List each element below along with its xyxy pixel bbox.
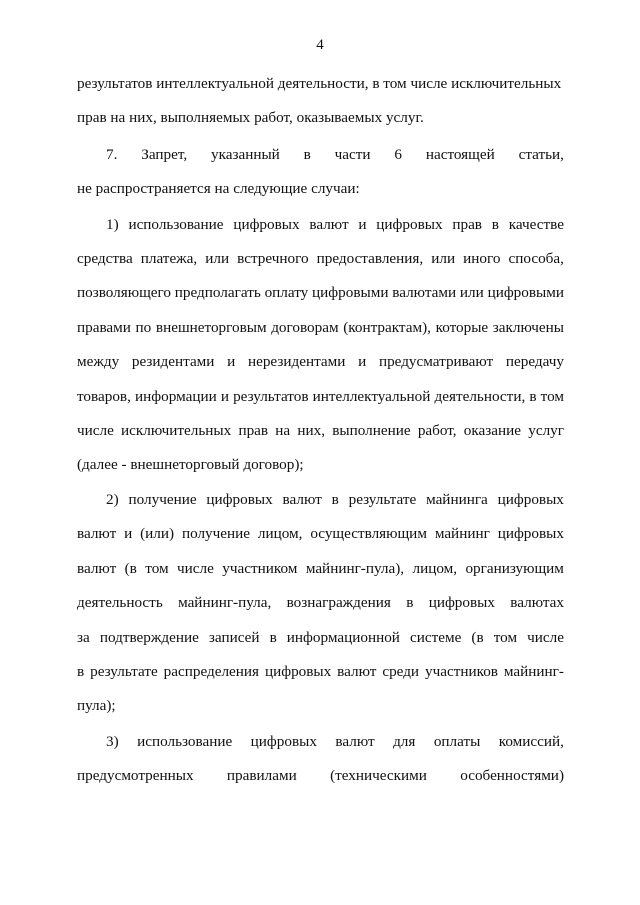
word: и [124,525,133,542]
word: и [358,353,367,370]
text-line [77,421,564,441]
word: валют [77,525,117,542]
word: на [275,422,291,439]
word: части [334,146,371,163]
word: использование [137,733,233,750]
word: качестве [508,216,564,233]
word: цифровыми [312,284,389,301]
word: 6 [394,146,402,163]
word: договорам [271,319,339,336]
word: и [358,216,367,233]
text-line [77,249,564,269]
text-line: прав на них, выполняемых работ, оказываемых услуг. [77,109,424,126]
word: работ, [417,422,457,439]
word: распределения [163,663,260,680]
word: оплату [264,284,309,301]
word: резидентами [131,353,215,370]
word: лицом, [257,525,303,542]
word: предполагать [174,284,261,301]
word: иного [463,250,501,267]
word: в [269,629,277,646]
word: майнинга [426,491,488,508]
text-line: результатов интеллектуальной деятельности, в том числе исключительных [77,75,562,92]
word: платежа, [140,250,198,267]
word: предусмотренных [77,767,194,784]
text-line [77,283,564,303]
word: майнинг-пула, [178,594,272,611]
word: (контрактам), [343,319,431,336]
word: майнинг-пула), [305,560,405,577]
word: (в [124,560,137,577]
word: числе [77,422,114,439]
word: цифровых [428,594,495,611]
word: средства [77,250,133,267]
word: информации [135,388,217,405]
text-line [77,352,564,372]
word: в [303,146,311,163]
text-line: не распространяется на следующие случаи: [77,180,360,197]
word: заключены [492,319,564,336]
word: цифровыми [487,284,564,301]
word: организующим [465,560,564,577]
word: осуществляющим [310,525,427,542]
word: цифровых [264,663,332,680]
word: комиссий, [498,733,564,750]
word: цифровых [497,491,564,508]
text-line [77,593,564,613]
word: особенностями) [460,767,564,784]
word: майнинг- [503,663,564,680]
word: оказание [463,422,522,439]
word: том [145,560,169,577]
word: между [77,353,120,370]
word: которые [435,319,489,336]
word: числе [177,560,214,577]
word: том [540,388,564,405]
word: 3) [106,733,119,750]
text-line [77,318,564,338]
word: настоящей [425,146,495,163]
word: цифровых [233,216,300,233]
word: цифровых [206,491,273,508]
word: получение [128,491,197,508]
word: или [205,250,230,267]
word: числе [527,629,564,646]
word: деятельность [77,594,163,611]
word: валют [309,216,349,233]
word: и [227,353,236,370]
text-line [77,662,564,682]
word: услуг [528,422,564,439]
word: прав [452,216,482,233]
word: валют [77,560,117,577]
word: нерезидентами [247,353,346,370]
word: подтверждение [99,629,199,646]
word: цифровых [376,216,443,233]
word: в [491,216,499,233]
text-line [77,628,564,648]
word: (техническими [330,767,427,784]
word: майнинг [434,525,490,542]
word: 2) [106,491,119,508]
word: в [406,594,414,611]
word: или [459,284,484,301]
word: использование [128,216,224,233]
text-line [106,732,564,752]
word: статьи, [518,146,564,163]
word: лицом, [412,560,458,577]
word: Запрет, [141,146,188,163]
word: результате [348,491,417,508]
word: (или) [140,525,175,542]
word: 1) [106,216,119,233]
word: указанный [210,146,280,163]
word: валют [335,733,375,750]
page-number: 4 [316,37,324,53]
word: правами [77,319,131,336]
word: том [493,629,518,646]
word: получение [181,525,251,542]
word: валют [282,491,322,508]
word: среди [382,663,420,680]
word: товаров, [77,388,131,405]
word: интеллектуальной [312,388,431,405]
word: для [393,733,416,750]
word: 7. [106,146,118,163]
word: способа, [508,250,564,267]
word: внешнеторговым [155,319,267,336]
word: за [77,629,90,646]
text-line [77,559,564,579]
word: участником [222,560,298,577]
word: валютами [392,284,457,301]
text-line [106,490,564,510]
word: цифровых [250,733,317,750]
text-line [77,387,564,407]
text-line [77,766,564,786]
word: участников [425,663,498,680]
word: в [331,491,339,508]
word: результатов [233,388,309,405]
word: деятельности, [434,388,526,405]
word: записей [208,629,260,646]
word: прав [238,422,269,439]
word: предоставления, [316,250,424,267]
word: валют [337,663,377,680]
word: предусматривают [378,353,494,370]
word: информационной [286,629,400,646]
text-line: (далее - внешнеторговый договор); [77,456,304,473]
word: позволяющего [77,284,171,301]
word: них, [297,422,326,439]
word: выполнение [332,422,411,439]
word: правилами [226,767,297,784]
word: оплаты [433,733,481,750]
word: и [220,388,229,405]
text-line [106,215,564,235]
word: или [431,250,456,267]
word: передачу [505,353,564,370]
word: в [529,388,537,405]
word: цифровых [497,525,564,542]
word: в [77,663,85,680]
word: системе [410,629,462,646]
word: результате [90,663,158,680]
text-line [106,145,564,165]
word: встречного [237,250,309,267]
word: по [135,319,152,336]
word: исключительных [121,422,232,439]
text-line [77,524,564,544]
word: (в [471,629,484,646]
text-line: пула); [77,697,116,714]
word: валютах [510,594,564,611]
word: вознаграждения [286,594,391,611]
